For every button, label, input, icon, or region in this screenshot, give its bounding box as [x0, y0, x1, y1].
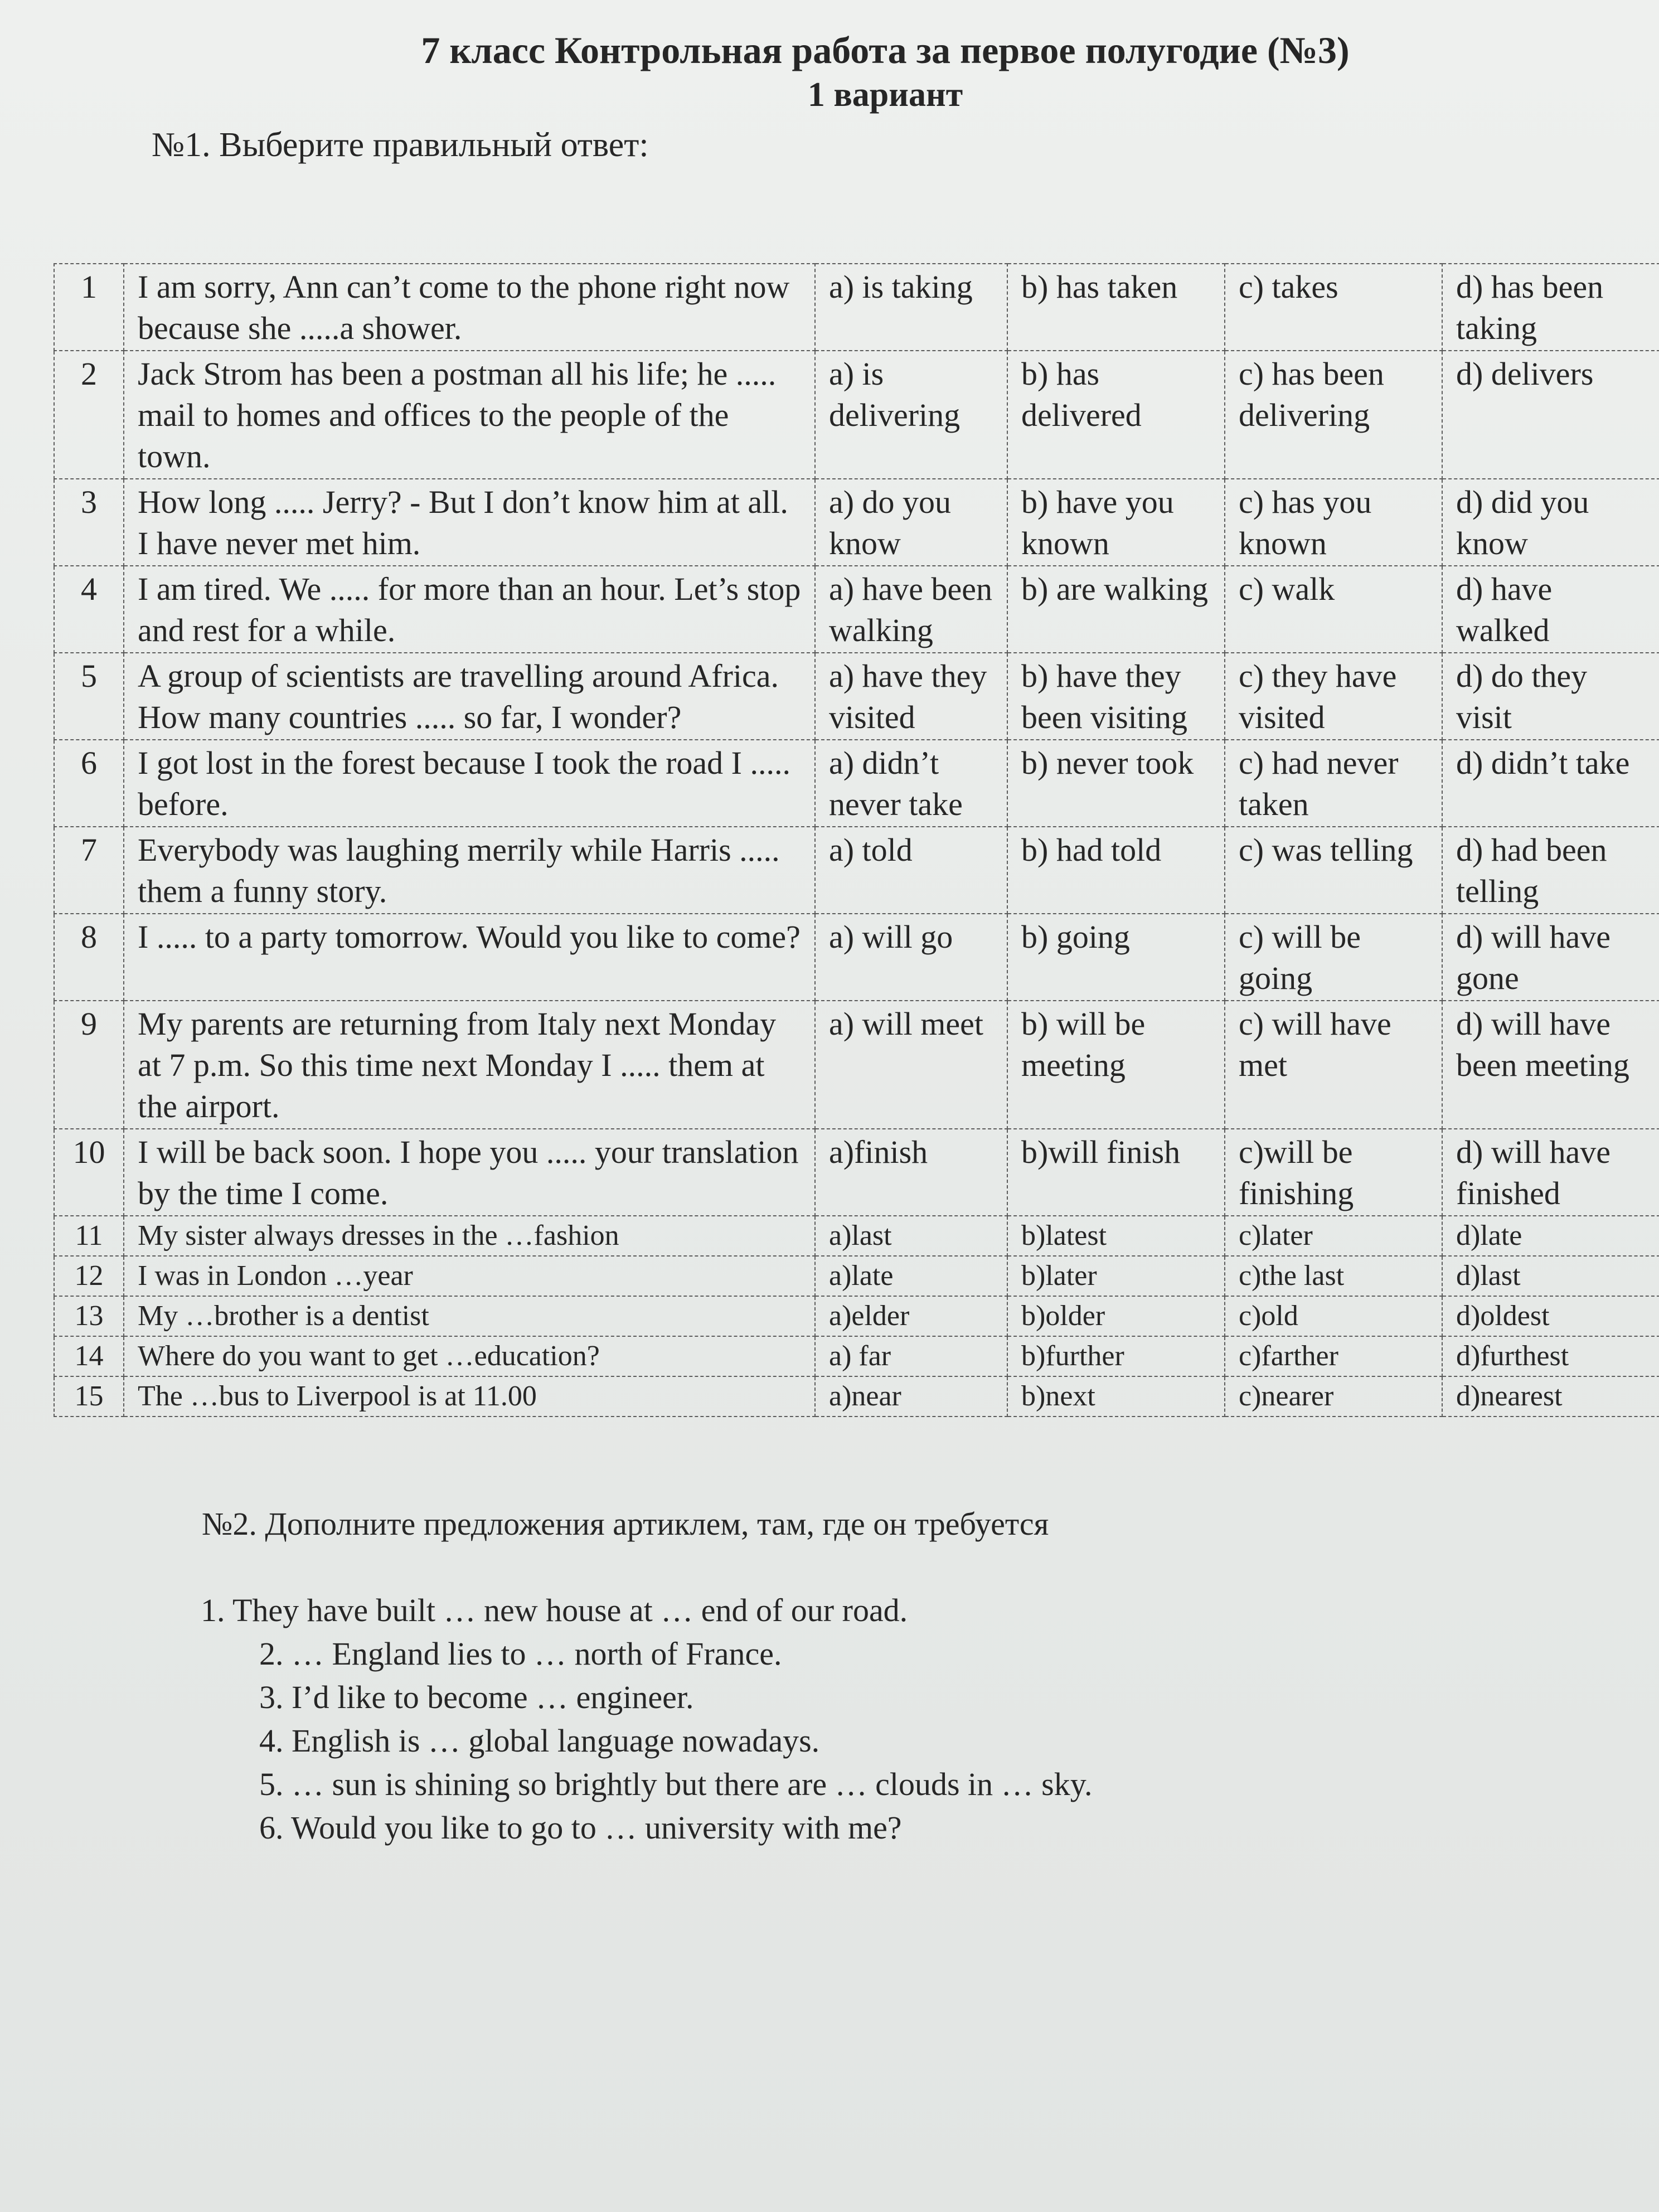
table-row — [54, 264, 1659, 351]
option-d: d) didn’t take — [1442, 740, 1659, 827]
task2-item: 2. … England lies to … north of France. — [259, 1636, 782, 1672]
question-text: I am sorry, Ann can’t come to the phone right now because she .....a shower. — [124, 264, 815, 351]
option-b: b)next — [1007, 1376, 1225, 1417]
option-d: d)furthest — [1442, 1336, 1659, 1376]
option-d: d) delivers — [1442, 351, 1659, 479]
option-c: c)nearer — [1225, 1376, 1442, 1417]
table-row — [54, 827, 1659, 914]
option-b: b) have they been visiting — [1007, 653, 1225, 740]
header — [0, 28, 1659, 117]
option-d: d) will have gone — [1442, 914, 1659, 1001]
option-c: c)will be finishing — [1225, 1129, 1442, 1216]
option-a: a) told — [815, 827, 1007, 914]
question-text: I ..... to a party tomorrow. Would you like to come? — [124, 914, 815, 1001]
option-a: a) didn’t never take — [815, 740, 1007, 827]
page-title: 7 класс Контрольная работа за первое полугодие (№3) — [421, 29, 1350, 71]
question-text: The …bus to Liverpool is at 11.00 — [124, 1376, 815, 1417]
question-text: How long ..... Jerry? - But I don’t know him at all. I have never met him. — [124, 479, 815, 566]
option-c: c) has been delivering — [1225, 351, 1442, 479]
question-text: I am tired. We ..... for more than an hour. Let’s stop and rest for a while. — [124, 566, 815, 653]
question-number: 12 — [54, 1256, 124, 1296]
option-c: c)later — [1225, 1216, 1442, 1256]
option-c: c) takes — [1225, 264, 1442, 351]
question-text: A group of scientists are travelling around Africa. How many countries ..... so far, I wonder? — [124, 653, 815, 740]
table-row — [54, 1296, 1659, 1336]
question-number: 1 — [54, 264, 124, 351]
task2-item: 4. English is … global language nowadays. — [259, 1723, 820, 1759]
question-text: My parents are returning from Italy next Monday at 7 p.m. So this time next Monday I ..... them at the airport. — [124, 1001, 815, 1129]
question-number: 8 — [54, 914, 124, 1001]
question-number: 11 — [54, 1216, 124, 1256]
option-a: a) do you know — [815, 479, 1007, 566]
question-text: I was in London …year — [124, 1256, 815, 1296]
option-d: d)oldest — [1442, 1296, 1659, 1336]
question-number: 9 — [54, 1001, 124, 1129]
option-c: c) will be going — [1225, 914, 1442, 1001]
question-text: My sister always dresses in the …fashion — [124, 1216, 815, 1256]
task1-title: №1. Выберите правильный ответ: — [152, 126, 649, 164]
option-c: c) they have visited — [1225, 653, 1442, 740]
option-c: c)farther — [1225, 1336, 1442, 1376]
question-number: 5 — [54, 653, 124, 740]
table-row — [54, 1336, 1659, 1376]
option-a: a)near — [815, 1376, 1007, 1417]
question-text: My …brother is a dentist — [124, 1296, 815, 1336]
table-row — [54, 1216, 1659, 1256]
table-row — [54, 653, 1659, 740]
option-d: d) will have been meeting — [1442, 1001, 1659, 1129]
option-b: b) have you known — [1007, 479, 1225, 566]
table-row — [54, 351, 1659, 479]
table-row — [54, 1001, 1659, 1129]
task2-item: 3. I’d like to become … engineer. — [259, 1679, 694, 1715]
table-row — [54, 740, 1659, 827]
option-a: a) is delivering — [815, 351, 1007, 479]
option-c: c) walk — [1225, 566, 1442, 653]
option-d: d) will have finished — [1442, 1129, 1659, 1216]
option-a: a) have been walking — [815, 566, 1007, 653]
task2-item: 1. They have built … new house at … end of our road. — [201, 1592, 908, 1628]
question-number: 14 — [54, 1336, 124, 1376]
option-a: a) is taking — [815, 264, 1007, 351]
option-a: a)last — [815, 1216, 1007, 1256]
question-number: 15 — [54, 1376, 124, 1417]
table-row — [54, 566, 1659, 653]
option-b: b)older — [1007, 1296, 1225, 1336]
question-text: Jack Strom has been a postman all his life; he ..... mail to homes and offices to the people of the town. — [124, 351, 815, 479]
task2-item: 5. … sun is shining so brightly but there are … clouds in … sky. — [259, 1766, 1093, 1802]
option-b: b) had told — [1007, 827, 1225, 914]
task2-list — [201, 1589, 1092, 1850]
question-number: 6 — [54, 740, 124, 827]
option-c: c)old — [1225, 1296, 1442, 1336]
option-b: b) has delivered — [1007, 351, 1225, 479]
option-d: d) had been telling — [1442, 827, 1659, 914]
option-d: d) did you know — [1442, 479, 1659, 566]
variant-label: 1 вариант — [807, 76, 963, 114]
quiz-table — [54, 263, 1659, 1417]
table-row — [54, 914, 1659, 1001]
question-number: 10 — [54, 1129, 124, 1216]
question-number: 13 — [54, 1296, 124, 1336]
question-text: Where do you want to get …education? — [124, 1336, 815, 1376]
table-row — [54, 479, 1659, 566]
option-c: c)the last — [1225, 1256, 1442, 1296]
option-a: a)late — [815, 1256, 1007, 1296]
option-b: b)later — [1007, 1256, 1225, 1296]
option-a: a) will go — [815, 914, 1007, 1001]
question-text: I will be back soon. I hope you ..... your translation by the time I come. — [124, 1129, 815, 1216]
option-c: c) will have met — [1225, 1001, 1442, 1129]
option-b: b) are walking — [1007, 566, 1225, 653]
task2-item: 6. Would you like to go to … university with me? — [259, 1810, 902, 1846]
option-c: c) had never taken — [1225, 740, 1442, 827]
option-c: c) has you known — [1225, 479, 1442, 566]
table-row — [54, 1129, 1659, 1216]
table-row — [54, 1256, 1659, 1296]
option-a: a)finish — [815, 1129, 1007, 1216]
option-b: b)latest — [1007, 1216, 1225, 1256]
option-a: a) far — [815, 1336, 1007, 1376]
table-row — [54, 1376, 1659, 1417]
option-b: b)further — [1007, 1336, 1225, 1376]
option-c: c) was telling — [1225, 827, 1442, 914]
option-d: d) do they visit — [1442, 653, 1659, 740]
option-b: b) will be meeting — [1007, 1001, 1225, 1129]
option-b: b) never took — [1007, 740, 1225, 827]
question-number: 2 — [54, 351, 124, 479]
option-d: d)nearest — [1442, 1376, 1659, 1417]
question-text: I got lost in the forest because I took the road I ..... before. — [124, 740, 815, 827]
option-d: d)last — [1442, 1256, 1659, 1296]
option-a: a) will meet — [815, 1001, 1007, 1129]
option-d: d) have walked — [1442, 566, 1659, 653]
question-number: 7 — [54, 827, 124, 914]
option-b: b)will finish — [1007, 1129, 1225, 1216]
option-b: b) has taken — [1007, 264, 1225, 351]
task2-title: №2. Дополните предложения артиклем, там, где он требуется — [202, 1506, 1049, 1542]
question-text: Everybody was laughing merrily while Harris ..... them a funny story. — [124, 827, 815, 914]
question-number: 3 — [54, 479, 124, 566]
option-b: b) going — [1007, 914, 1225, 1001]
option-a: a)elder — [815, 1296, 1007, 1336]
question-number: 4 — [54, 566, 124, 653]
option-a: a) have they visited — [815, 653, 1007, 740]
option-d: d)late — [1442, 1216, 1659, 1256]
option-d: d) has been taking — [1442, 264, 1659, 351]
